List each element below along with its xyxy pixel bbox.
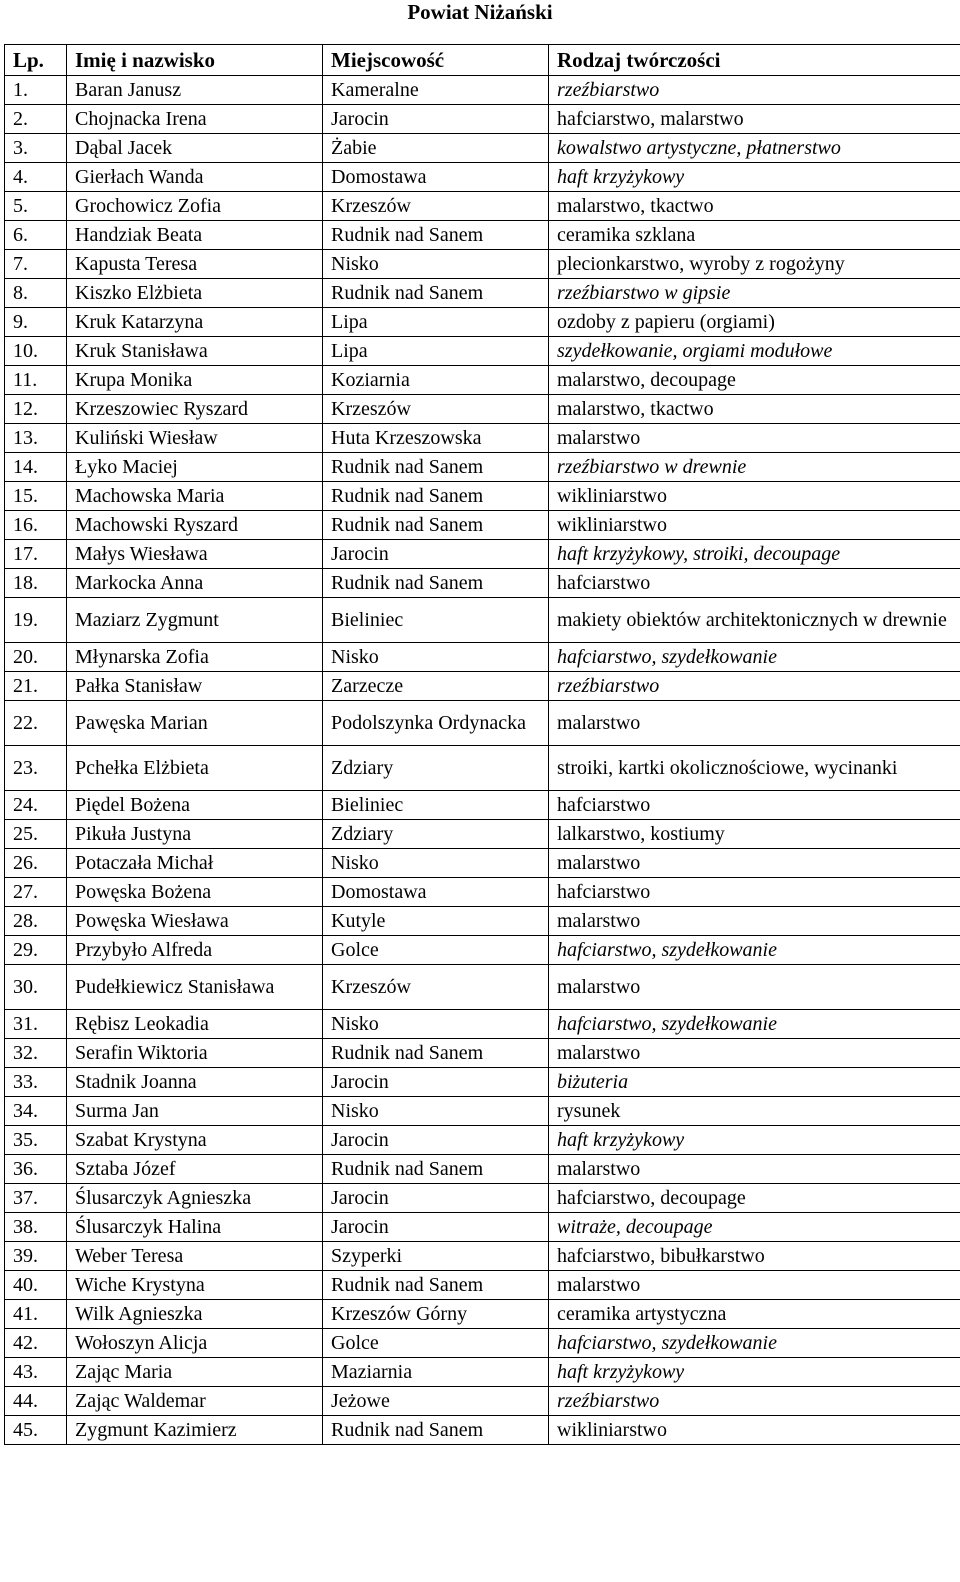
artist-place: Żabie [323, 134, 549, 163]
table-row [5, 1242, 960, 1271]
table-row [5, 134, 960, 163]
table-row [5, 1358, 960, 1387]
artist-name: Piędel Bożena [67, 791, 323, 820]
table-row [5, 849, 960, 878]
row-number: 4. [5, 163, 67, 192]
table-row [5, 907, 960, 936]
row-number: 7. [5, 250, 67, 279]
artist-craft: wikliniarstwo [549, 1416, 960, 1445]
row-number: 18. [5, 569, 67, 598]
table-row [5, 965, 960, 1010]
artist-place: Koziarnia [323, 366, 549, 395]
row-number: 6. [5, 221, 67, 250]
artist-place: Rudnik nad Sanem [323, 1416, 549, 1445]
table-row [5, 1416, 960, 1445]
artist-place: Bieliniec [323, 791, 549, 820]
artists-table [4, 44, 960, 1445]
artist-name: Szabat Krystyna [67, 1126, 323, 1155]
artist-craft: malarstwo, tkactwo [549, 192, 960, 221]
artist-place: Zarzecze [323, 672, 549, 701]
artist-place: Jarocin [323, 1213, 549, 1242]
table-row [5, 395, 960, 424]
artist-place: Kutyle [323, 907, 549, 936]
row-number: 10. [5, 337, 67, 366]
row-number: 22. [5, 701, 67, 746]
artist-place: Krzeszów [323, 395, 549, 424]
table-row [5, 453, 960, 482]
artist-name: Wilk Agnieszka [67, 1300, 323, 1329]
table-row [5, 701, 960, 746]
table-row [5, 1039, 960, 1068]
artist-name: Machowska Maria [67, 482, 323, 511]
artist-craft: wikliniarstwo [549, 511, 960, 540]
artist-place: Rudnik nad Sanem [323, 453, 549, 482]
artist-name: Pałka Stanisław [67, 672, 323, 701]
artist-craft: rzeźbiarstwo [549, 1387, 960, 1416]
row-number: 25. [5, 820, 67, 849]
table-row [5, 936, 960, 965]
artist-craft: malarstwo, decoupage [549, 366, 960, 395]
row-number: 28. [5, 907, 67, 936]
table-row [5, 1097, 960, 1126]
artist-place: Zdziary [323, 820, 549, 849]
artist-place: Podolszynka Ordynacka [323, 701, 549, 746]
artist-craft: plecionkarstwo, wyroby z rogożyny [549, 250, 960, 279]
artist-craft: malarstwo [549, 907, 960, 936]
row-number: 11. [5, 366, 67, 395]
table-row [5, 163, 960, 192]
row-number: 33. [5, 1068, 67, 1097]
artist-name: Zygmunt Kazimierz [67, 1416, 323, 1445]
artist-name: Ślusarczyk Agnieszka [67, 1184, 323, 1213]
artist-place: Maziarnia [323, 1358, 549, 1387]
artist-name: Młynarska Zofia [67, 643, 323, 672]
artist-name: Gierłach Wanda [67, 163, 323, 192]
artist-craft: stroiki, kartki okolicznościowe, wycinanki [549, 746, 960, 791]
artist-craft: wikliniarstwo [549, 482, 960, 511]
row-number: 15. [5, 482, 67, 511]
artist-craft: witraże, decoupage [549, 1213, 960, 1242]
artist-place: Krzeszów [323, 192, 549, 221]
artist-name: Surma Jan [67, 1097, 323, 1126]
artist-craft: rzeźbiarstwo [549, 672, 960, 701]
artist-place: Jarocin [323, 1068, 549, 1097]
artist-craft: haft krzyżykowy [549, 1358, 960, 1387]
artist-name: Kiszko Elżbieta [67, 279, 323, 308]
artist-name: Chojnacka Irena [67, 105, 323, 134]
table-row [5, 105, 960, 134]
artist-name: Małys Wiesława [67, 540, 323, 569]
artist-craft: rysunek [549, 1097, 960, 1126]
artist-name: Kruk Katarzyna [67, 308, 323, 337]
artist-craft: hafciarstwo, malarstwo [549, 105, 960, 134]
table-row [5, 1271, 960, 1300]
artist-craft: malarstwo [549, 849, 960, 878]
artist-place: Golce [323, 1329, 549, 1358]
artist-craft: hafciarstwo, szydełkowanie [549, 643, 960, 672]
artist-name: Powęska Wiesława [67, 907, 323, 936]
artist-craft: malarstwo [549, 701, 960, 746]
artist-place: Huta Krzeszowska [323, 424, 549, 453]
row-number: 16. [5, 511, 67, 540]
artist-craft: hafciarstwo, szydełkowanie [549, 1329, 960, 1358]
artist-place: Jarocin [323, 105, 549, 134]
artist-place: Jarocin [323, 540, 549, 569]
artist-craft: hafciarstwo, bibułkarstwo [549, 1242, 960, 1271]
artist-name: Pikuła Justyna [67, 820, 323, 849]
header-lp: Lp. [5, 45, 67, 76]
artist-name: Zając Maria [67, 1358, 323, 1387]
artist-name: Zając Waldemar [67, 1387, 323, 1416]
row-number: 19. [5, 598, 67, 643]
artist-name: Handziak Beata [67, 221, 323, 250]
artist-name: Przybyło Alfreda [67, 936, 323, 965]
row-number: 8. [5, 279, 67, 308]
row-number: 14. [5, 453, 67, 482]
table-row [5, 221, 960, 250]
row-number: 9. [5, 308, 67, 337]
artist-name: Potaczała Michał [67, 849, 323, 878]
row-number: 45. [5, 1416, 67, 1445]
row-number: 37. [5, 1184, 67, 1213]
table-body [5, 76, 960, 1445]
artist-place: Nisko [323, 1097, 549, 1126]
table-row [5, 192, 960, 221]
table-row [5, 424, 960, 453]
row-number: 1. [5, 76, 67, 105]
row-number: 34. [5, 1097, 67, 1126]
artist-craft: biżuteria [549, 1068, 960, 1097]
artist-name: Stadnik Joanna [67, 1068, 323, 1097]
row-number: 21. [5, 672, 67, 701]
artist-craft: hafciarstwo [549, 878, 960, 907]
artist-place: Jarocin [323, 1184, 549, 1213]
artist-name: Pawęska Marian [67, 701, 323, 746]
artist-craft: malarstwo, tkactwo [549, 395, 960, 424]
artist-name: Dąbal Jacek [67, 134, 323, 163]
artist-craft: haft krzyżykowy, stroiki, decoupage [549, 540, 960, 569]
table-row [5, 672, 960, 701]
table-row [5, 791, 960, 820]
artist-place: Rudnik nad Sanem [323, 1155, 549, 1184]
table-row [5, 76, 960, 105]
artist-place: Rudnik nad Sanem [323, 1271, 549, 1300]
row-number: 36. [5, 1155, 67, 1184]
row-number: 24. [5, 791, 67, 820]
artist-name: Krupa Monika [67, 366, 323, 395]
row-number: 20. [5, 643, 67, 672]
row-number: 35. [5, 1126, 67, 1155]
artist-craft: lalkarstwo, kostiumy [549, 820, 960, 849]
table-row [5, 1387, 960, 1416]
artist-name: Rębisz Leokadia [67, 1010, 323, 1039]
artist-place: Zdziary [323, 746, 549, 791]
row-number: 42. [5, 1329, 67, 1358]
artist-name: Kruk Stanisława [67, 337, 323, 366]
artist-craft: hafciarstwo, szydełkowanie [549, 936, 960, 965]
row-number: 3. [5, 134, 67, 163]
artist-craft: ceramika szklana [549, 221, 960, 250]
artist-craft: malarstwo [549, 965, 960, 1010]
artist-craft: malarstwo [549, 1271, 960, 1300]
table-row [5, 1010, 960, 1039]
artist-place: Rudnik nad Sanem [323, 482, 549, 511]
artist-place: Szyperki [323, 1242, 549, 1271]
header-row [5, 45, 960, 76]
artist-name: Wiche Krystyna [67, 1271, 323, 1300]
artist-place: Nisko [323, 849, 549, 878]
row-number: 39. [5, 1242, 67, 1271]
artist-place: Lipa [323, 337, 549, 366]
artist-place: Rudnik nad Sanem [323, 511, 549, 540]
artist-craft: ozdoby z papieru (orgiami) [549, 308, 960, 337]
artist-name: Powęska Bożena [67, 878, 323, 907]
artist-craft: hafciarstwo [549, 791, 960, 820]
artist-place: Domostawa [323, 163, 549, 192]
artist-craft: rzeźbiarstwo [549, 76, 960, 105]
artist-craft: hafciarstwo [549, 569, 960, 598]
table-row [5, 279, 960, 308]
row-number: 13. [5, 424, 67, 453]
row-number: 43. [5, 1358, 67, 1387]
artist-place: Nisko [323, 250, 549, 279]
artist-craft: kowalstwo artystyczne, płatnerstwo [549, 134, 960, 163]
artist-name: Markocka Anna [67, 569, 323, 598]
artist-name: Łyko Maciej [67, 453, 323, 482]
table-row [5, 308, 960, 337]
table-row [5, 337, 960, 366]
row-number: 29. [5, 936, 67, 965]
artists-table-wrapper [4, 44, 960, 1445]
artist-craft: malarstwo [549, 1039, 960, 1068]
artist-craft: szydełkowanie, orgiami modułowe [549, 337, 960, 366]
artist-place: Rudnik nad Sanem [323, 1039, 549, 1068]
artist-name: Baran Janusz [67, 76, 323, 105]
artist-craft: hafciarstwo, decoupage [549, 1184, 960, 1213]
artist-name: Pudełkiewicz Stanisława [67, 965, 323, 1010]
table-row [5, 511, 960, 540]
artist-place: Lipa [323, 308, 549, 337]
artist-craft: haft krzyżykowy [549, 163, 960, 192]
artist-craft: hafciarstwo, szydełkowanie [549, 1010, 960, 1039]
artist-craft: haft krzyżykowy [549, 1126, 960, 1155]
table-row [5, 569, 960, 598]
artist-name: Kapusta Teresa [67, 250, 323, 279]
artist-name: Maziarz Zygmunt [67, 598, 323, 643]
artist-place: Golce [323, 936, 549, 965]
table-row [5, 1068, 960, 1097]
artist-place: Rudnik nad Sanem [323, 221, 549, 250]
artist-place: Krzeszów [323, 965, 549, 1010]
table-row [5, 878, 960, 907]
table-row [5, 1126, 960, 1155]
row-number: 17. [5, 540, 67, 569]
row-number: 30. [5, 965, 67, 1010]
table-row [5, 1184, 960, 1213]
artist-name: Grochowicz Zofia [67, 192, 323, 221]
artist-place: Kameralne [323, 76, 549, 105]
artist-name: Pchełka Elżbieta [67, 746, 323, 791]
table-row [5, 1155, 960, 1184]
table-row [5, 366, 960, 395]
artist-name: Ślusarczyk Halina [67, 1213, 323, 1242]
artist-name: Machowski Ryszard [67, 511, 323, 540]
artist-place: Krzeszów Górny [323, 1300, 549, 1329]
row-number: 41. [5, 1300, 67, 1329]
artist-name: Krzeszowiec Ryszard [67, 395, 323, 424]
artist-name: Serafin Wiktoria [67, 1039, 323, 1068]
row-number: 12. [5, 395, 67, 424]
artist-craft: makiety obiektów architektonicznych w drewnie [549, 598, 960, 643]
row-number: 44. [5, 1387, 67, 1416]
artist-place: Nisko [323, 1010, 549, 1039]
artist-place: Jeżowe [323, 1387, 549, 1416]
header-place: Miejscowość [323, 45, 549, 76]
header-type: Rodzaj twórczości [549, 45, 960, 76]
artist-craft: rzeźbiarstwo w gipsie [549, 279, 960, 308]
artist-craft: malarstwo [549, 424, 960, 453]
artist-craft: rzeźbiarstwo w drewnie [549, 453, 960, 482]
row-number: 38. [5, 1213, 67, 1242]
artist-name: Sztaba Józef [67, 1155, 323, 1184]
table-row [5, 1213, 960, 1242]
artist-place: Jarocin [323, 1126, 549, 1155]
row-number: 5. [5, 192, 67, 221]
row-number: 2. [5, 105, 67, 134]
artist-name: Wołoszyn Alicja [67, 1329, 323, 1358]
row-number: 40. [5, 1271, 67, 1300]
artist-name: Weber Teresa [67, 1242, 323, 1271]
table-row [5, 540, 960, 569]
row-number: 26. [5, 849, 67, 878]
table-row [5, 820, 960, 849]
row-number: 27. [5, 878, 67, 907]
artist-place: Rudnik nad Sanem [323, 569, 549, 598]
table-row [5, 1300, 960, 1329]
artist-name: Kuliński Wiesław [67, 424, 323, 453]
table-row [5, 482, 960, 511]
artist-place: Rudnik nad Sanem [323, 279, 549, 308]
artist-craft: malarstwo [549, 1155, 960, 1184]
table-row [5, 643, 960, 672]
artist-place: Nisko [323, 643, 549, 672]
page-title: Powiat Niżański [407, 0, 553, 24]
table-row [5, 1329, 960, 1358]
row-number: 31. [5, 1010, 67, 1039]
header-name: Imię i nazwisko [67, 45, 323, 76]
row-number: 32. [5, 1039, 67, 1068]
artist-craft: ceramika artystyczna [549, 1300, 960, 1329]
row-number: 23. [5, 746, 67, 791]
table-row [5, 598, 960, 643]
table-row [5, 250, 960, 279]
table-row [5, 746, 960, 791]
artist-place: Bieliniec [323, 598, 549, 643]
artist-place: Domostawa [323, 878, 549, 907]
